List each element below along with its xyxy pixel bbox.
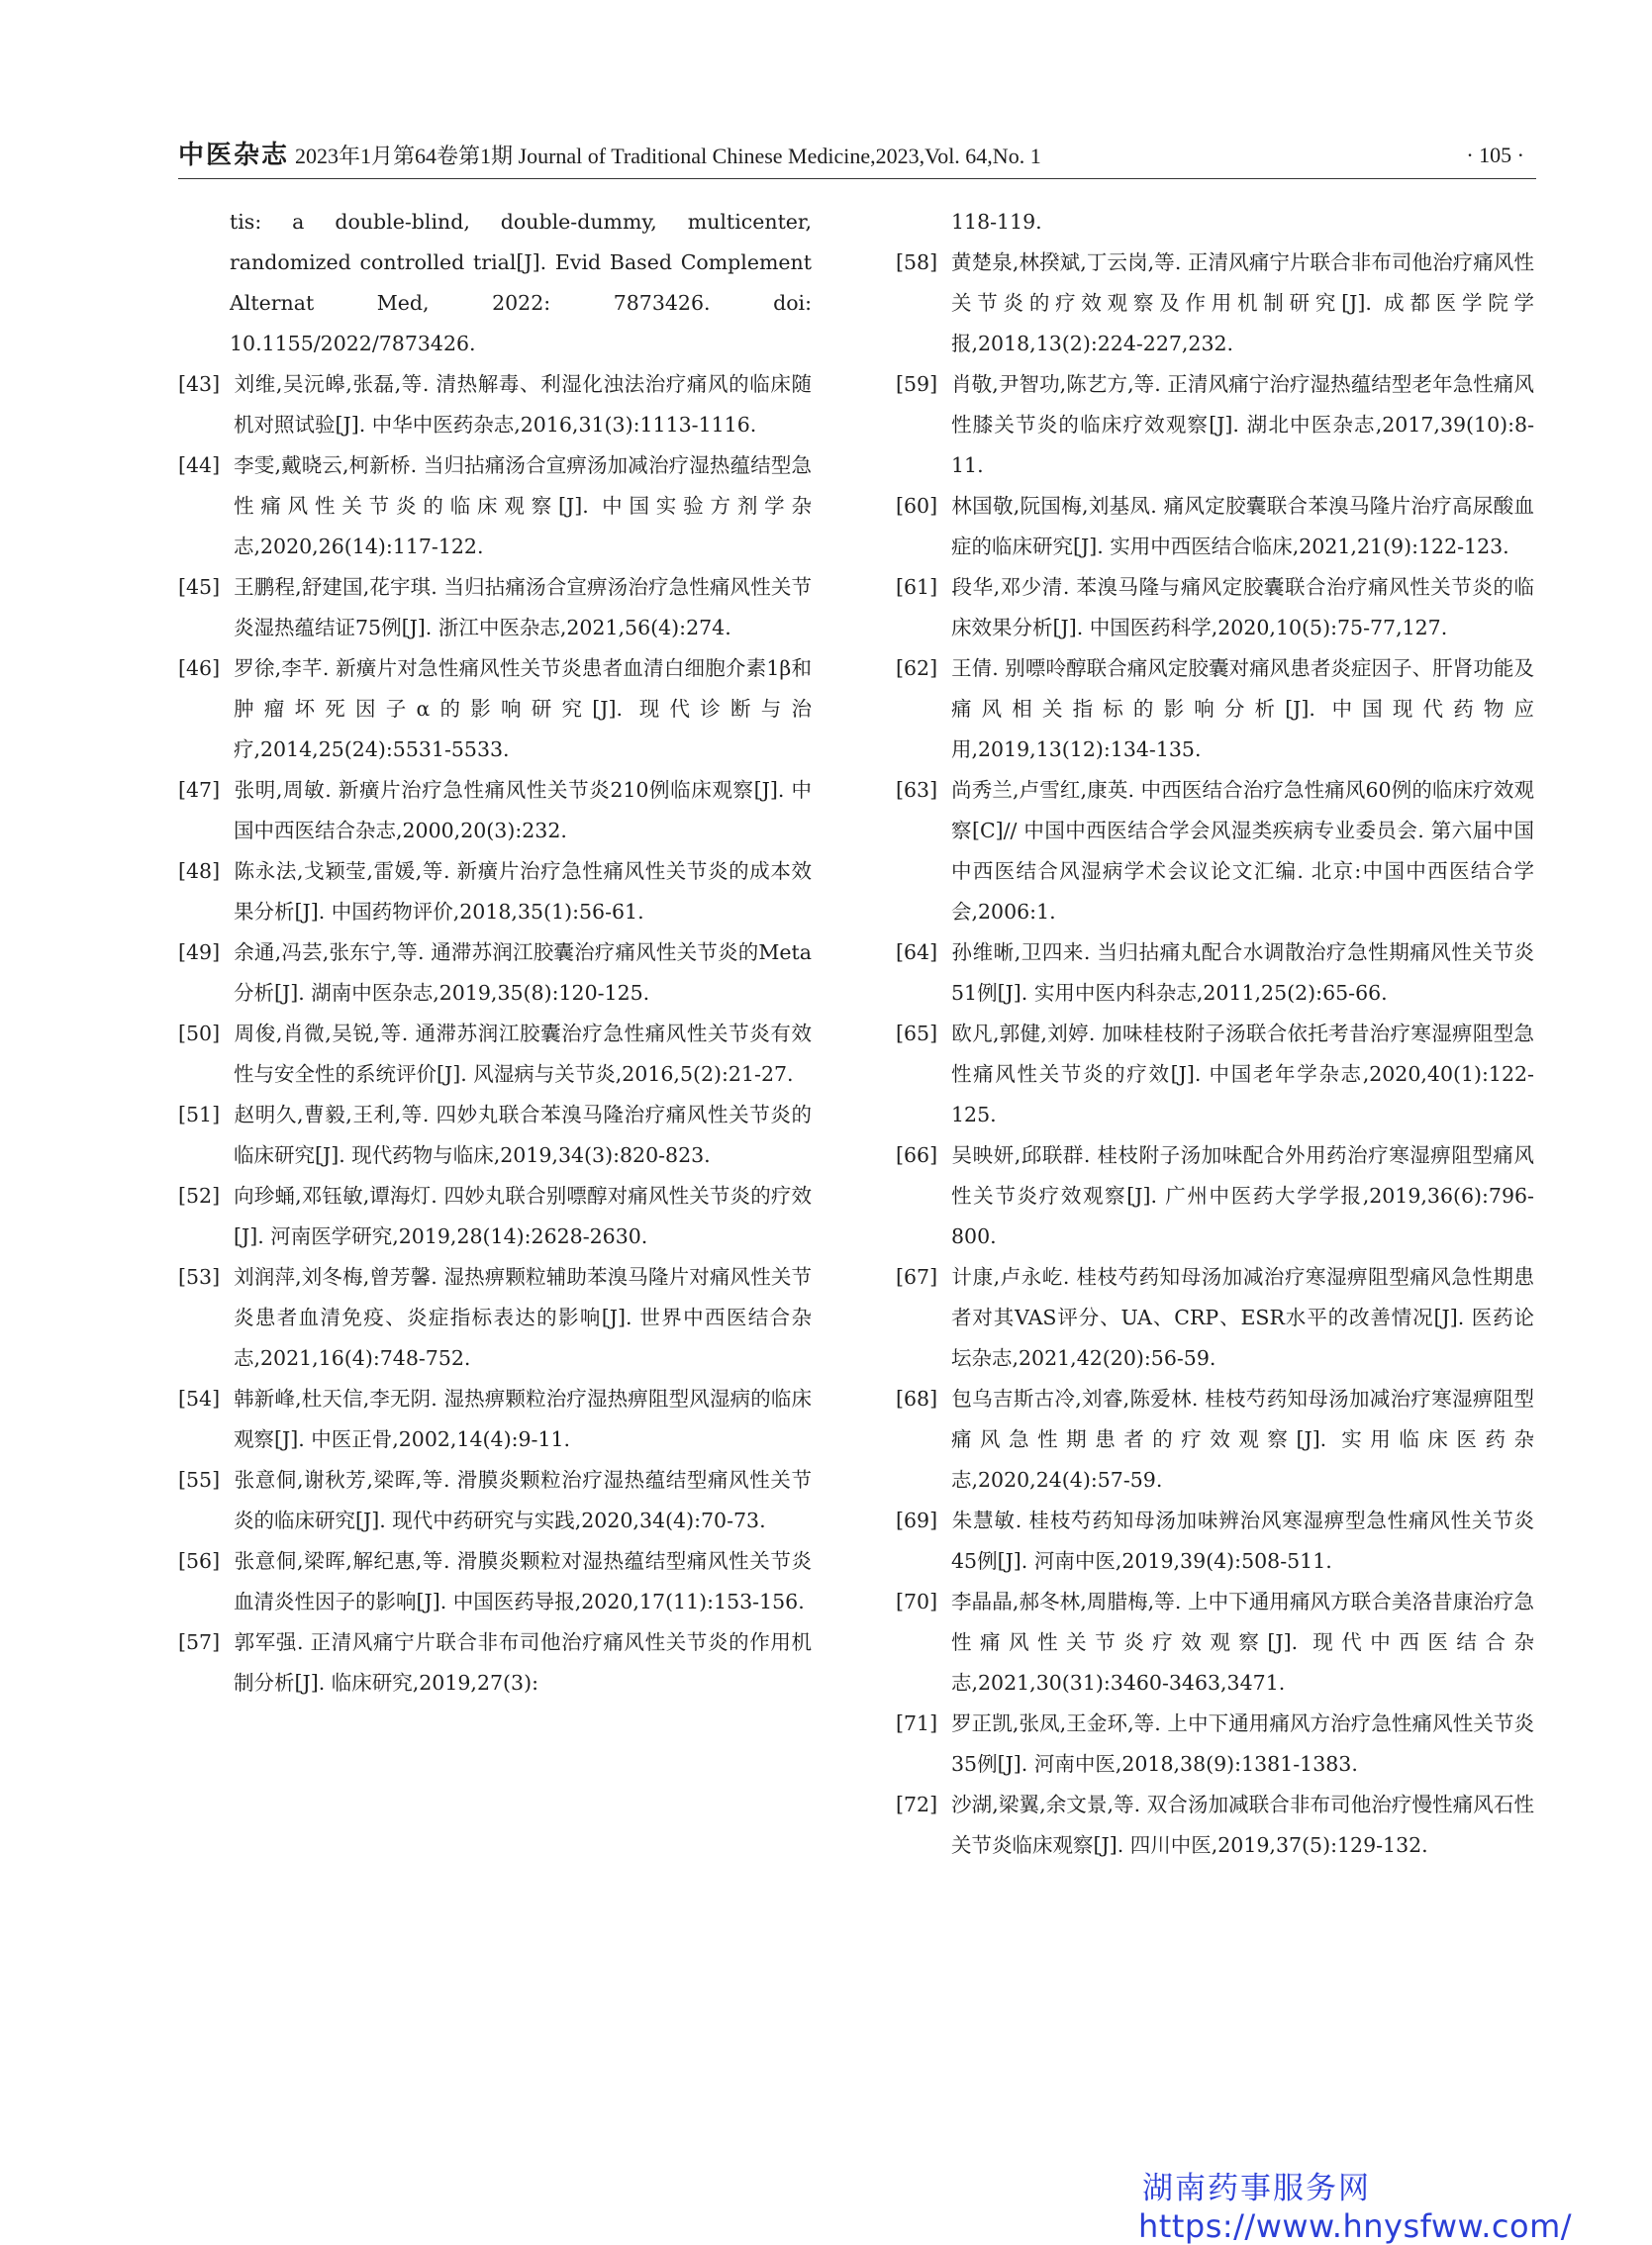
reference-entry — [896, 1014, 1534, 1135]
reference-entry — [178, 364, 812, 445]
reference-text: 王倩. 别嘌呤醇联合痛风定胶囊对痛风患者炎症因子、肝肾功能及痛风相关指标的影响分析[J]. 中国现代药物应用,2019,13(12):134-135. — [951, 656, 1534, 761]
reference-entry — [178, 445, 812, 567]
reference-text: 余通,冯芸,张东宁,等. 通滞苏润江胶囊治疗痛风性关节炎的Meta分析[J]. 湖南中医杂志,2019,35(8):120-125. — [234, 940, 812, 1005]
reference-text: 朱慧敏. 桂枝芍药知母汤加味辨治风寒湿痹型急性痛风性关节炎45例[J]. 河南中医,2019,39(4):508-511. — [951, 1509, 1534, 1573]
reference-text: 向珍蛹,邓钰敏,谭海灯. 四妙丸联合别嘌醇对痛风性关节炎的疗效[J]. 河南医学研究,2019,28(14):2628-2630. — [234, 1184, 812, 1248]
reference-text: 刘润萍,刘冬梅,曾芳馨. 湿热痹颗粒辅助苯溴马隆片对痛风性关节炎患者血清免疫、炎症指标表达的影响[J]. 世界中西医结合杂志,2021,16(4):748-752. — [234, 1265, 812, 1370]
reference-entry — [896, 1135, 1534, 1257]
reference-entry — [896, 486, 1534, 567]
reference-continuation: tis: a double-blind, double-dummy, multicenter, randomized controlled trial[J]. Evid Based Complement Alternat Med, 2022: 7873426. doi: 10.1155/2022/7873426. — [230, 210, 812, 355]
reference-text: 陈永法,戈颖莹,雷媛,等. 新癀片治疗急性痛风性关节炎的成本效果分析[J]. 中国药物评价,2018,35(1):56-61. — [234, 859, 812, 924]
reference-number: [59] — [896, 372, 938, 396]
reference-text: 王鹏程,舒建国,花宇琪. 当归拈痛汤合宣痹汤治疗急性痛风性关节炎湿热蕴结证75例[J]. 浙江中医杂志,2021,56(4):274. — [234, 575, 812, 639]
reference-entry — [896, 1704, 1534, 1785]
reference-text: 李雯,戴晓云,柯新桥. 当归拈痛汤合宣痹汤加减治疗湿热蕴结型急性痛风性关节炎的临床观察[J]. 中国实验方剂学杂志,2020,26(14):117-122. — [234, 453, 812, 558]
reference-text: 郭军强. 正清风痛宁片联合非布司他治疗痛风性关节炎的作用机制分析[J]. 临床研究,2019,27(3): — [234, 1630, 812, 1695]
reference-entry — [896, 1379, 1534, 1501]
reference-number: [67] — [896, 1265, 938, 1289]
reference-number: [71] — [896, 1711, 938, 1735]
reference-number: [52] — [178, 1184, 221, 1208]
reference-text: 赵明久,曹毅,王利,等. 四妙丸联合苯溴马隆治疗痛风性关节炎的临床研究[J]. 现代药物与临床,2019,34(3):820-823. — [234, 1103, 812, 1167]
reference-entry — [178, 567, 812, 648]
journal-logo: 中医杂志 — [178, 141, 290, 170]
reference-number: [69] — [896, 1509, 938, 1532]
reference-text: 张明,周敏. 新癀片治疗急性痛风性关节炎210例临床观察[J]. 中国中西医结合杂志,2000,20(3):232. — [234, 778, 812, 842]
reference-entry — [178, 1095, 812, 1176]
reference-text: 包乌吉斯古冷,刘睿,陈爱林. 桂枝芍药知母汤加减治疗寒湿痹阻型痛风急性期患者的疗效观察[J]. 实用临床医药杂志,2020,24(4):57-59. — [951, 1387, 1534, 1492]
reference-text: 周俊,肖微,吴锐,等. 通滞苏润江胶囊治疗急性痛风性关节炎有效性与安全性的系统评价[J]. 风湿病与关节炎,2016,5(2):21-27. — [234, 1022, 812, 1086]
reference-number: [66] — [896, 1143, 938, 1167]
reference-number: [60] — [896, 494, 938, 518]
reference-number: [43] — [178, 372, 221, 396]
reference-entry — [178, 1257, 812, 1379]
reference-text: 肖敬,尹智功,陈艺方,等. 正清风痛宁治疗湿热蕴结型老年急性痛风性膝关节炎的临床疗效观察[J]. 湖北中医杂志,2017,39(10):8-11. — [951, 372, 1534, 477]
reference-entry — [178, 1622, 812, 1704]
reference-entry — [896, 770, 1534, 932]
reference-entry — [896, 1785, 1534, 1866]
reference-text: 吴映妍,邱联群. 桂枝附子汤加味配合外用药治疗寒湿痹阻型痛风性关节炎疗效观察[J]. 广州中医药大学学报,2019,36(6):796-800. — [951, 1143, 1534, 1248]
reference-number: [63] — [896, 778, 938, 802]
reference-entry — [896, 364, 1534, 486]
reference-number: [54] — [178, 1387, 221, 1411]
watermark-site-name: 湖南药事服务网 — [1142, 2171, 1371, 2206]
reference-text: 尚秀兰,卢雪红,康英. 中西医结合治疗急性痛风60例的临床疗效观察[C]// 中国中西医结合学会风湿类疾病专业委员会. 第六届中国中西医结合风湿病学术会议论文汇编. 北京:中国中西医结合学会,2006:1. — [951, 778, 1534, 924]
reference-number: [50] — [178, 1022, 221, 1045]
reference-number: [45] — [178, 575, 221, 599]
reference-number: [51] — [178, 1103, 221, 1126]
reference-number: [65] — [896, 1022, 938, 1045]
reference-number: [49] — [178, 940, 221, 964]
reference-text: 黄楚泉,林揆斌,丁云岗,等. 正清风痛宁片联合非布司他治疗痛风性关节炎的疗效观察及作用机制研究[J]. 成都医学院学报,2018,13(2):224-227,232. — [951, 250, 1534, 355]
reference-number: [55] — [178, 1468, 221, 1492]
reference-number: [53] — [178, 1265, 221, 1289]
reference-text: 罗正凯,张凤,王金环,等. 上中下通用痛风方治疗急性痛风性关节炎35例[J]. 河南中医,2018,38(9):1381-1383. — [951, 1711, 1534, 1776]
reference-entry — [896, 1257, 1534, 1379]
reference-entry — [178, 932, 812, 1014]
reference-entry — [178, 851, 812, 932]
page-number: · 105 · — [1466, 143, 1524, 167]
reference-text: 孙维晰,卫四来. 当归拈痛丸配合水调散治疗急性期痛风性关节炎51例[J]. 实用中医内科杂志,2011,25(2):65-66. — [951, 940, 1534, 1005]
reference-entry — [896, 567, 1534, 648]
site-watermark — [1138, 2170, 1572, 2245]
reference-entry — [178, 1014, 812, 1095]
reference-text: 刘维,吴沅皞,张磊,等. 清热解毒、利湿化浊法治疗痛风的临床随机对照试验[J]. 中华中医药杂志,2016,31(3):1113-1116. — [234, 372, 812, 437]
header-divider — [178, 178, 1536, 179]
reference-text: 林国敬,阮国梅,刘基凤. 痛风定胶囊联合苯溴马隆片治疗高尿酸血症的临床研究[J]. 实用中西医结合临床,2021,21(9):122-123. — [951, 494, 1534, 558]
reference-number: [47] — [178, 778, 221, 802]
reference-text: 张意侗,梁晖,解纪惠,等. 滑膜炎颗粒对湿热蕴结型痛风性关节炎血清炎性因子的影响[J]. 中国医药导报,2020,17(11):153-156. — [234, 1549, 812, 1613]
reference-text: 段华,邓少清. 苯溴马隆与痛风定胶囊联合治疗痛风性关节炎的临床效果分析[J]. 中国医药科学,2020,10(5):75-77,127. — [951, 575, 1534, 639]
reference-continuation: 118-119. — [951, 210, 1042, 234]
issue-info: 2023年1月第64卷第1期 Journal of Traditional Chinese Medicine,2023,Vol. 64,No. 1 — [295, 144, 1041, 168]
reference-entry — [896, 1501, 1534, 1582]
reference-text: 罗徐,李芊. 新癀片对急性痛风性关节炎患者血清白细胞介素1β和肿瘤坏死因子α的影响研究[J]. 现代诊断与治疗,2014,25(24):5531-5533. — [234, 656, 812, 761]
reference-entry — [178, 1541, 812, 1622]
reference-number: [62] — [896, 656, 938, 680]
reference-number: [46] — [178, 656, 221, 680]
reference-entry — [896, 243, 1534, 364]
reference-entry — [896, 932, 1534, 1014]
reference-entry — [178, 1176, 812, 1257]
reference-text: 欧凡,郭健,刘婷. 加味桂枝附子汤联合依托考昔治疗寒湿痹阻型急性痛风性关节炎的疗效[J]. 中国老年学杂志,2020,40(1):122-125. — [951, 1022, 1534, 1126]
reference-text: 张意侗,谢秋芳,梁晖,等. 滑膜炎颗粒治疗湿热蕴结型痛风性关节炎的临床研究[J]. 现代中药研究与实践,2020,34(4):70-73. — [234, 1468, 812, 1532]
page-header — [178, 135, 1536, 176]
reference-number: [58] — [896, 250, 938, 274]
reference-text: 李晶晶,郝冬林,周腊梅,等. 上中下通用痛风方联合美洛昔康治疗急性痛风性关节炎疗效观察[J]. 现代中西医结合杂志,2021,30(31):3460-3463,3471. — [951, 1590, 1534, 1695]
watermark-url: https://www.hnysfww.com/ — [1138, 2207, 1573, 2245]
reference-number: [56] — [178, 1549, 221, 1573]
reference-entry — [896, 1582, 1534, 1704]
reference-entry — [178, 1379, 812, 1460]
reference-number: [48] — [178, 859, 221, 883]
reference-number: [68] — [896, 1387, 938, 1411]
reference-number: [70] — [896, 1590, 938, 1613]
reference-number: [72] — [896, 1793, 938, 1816]
reference-list-left — [178, 202, 812, 1704]
reference-entry — [896, 648, 1534, 770]
reference-entry — [178, 1460, 812, 1541]
reference-entry — [178, 770, 812, 851]
reference-text: 韩新峰,杜天信,李无阴. 湿热痹颗粒治疗湿热痹阻型风湿病的临床观察[J]. 中医正骨,2002,14(4):9-11. — [234, 1387, 812, 1451]
reference-text: 计康,卢永屹. 桂枝芍药知母汤加减治疗寒湿痹阻型痛风急性期患者对其VAS评分、UA、CRP、ESR水平的改善情况[J]. 医药论坛杂志,2021,42(20):56-59. — [951, 1265, 1534, 1370]
reference-text: 沙湖,梁翼,余文景,等. 双合汤加减联合非布司他治疗慢性痛风石性关节炎临床观察[J]. 四川中医,2019,37(5):129-132. — [951, 1793, 1534, 1857]
reference-number: [44] — [178, 453, 221, 477]
reference-number: [64] — [896, 940, 938, 964]
reference-number: [57] — [178, 1630, 221, 1654]
reference-list-right — [896, 202, 1534, 1866]
reference-number: [61] — [896, 575, 938, 599]
reference-entry — [178, 648, 812, 770]
